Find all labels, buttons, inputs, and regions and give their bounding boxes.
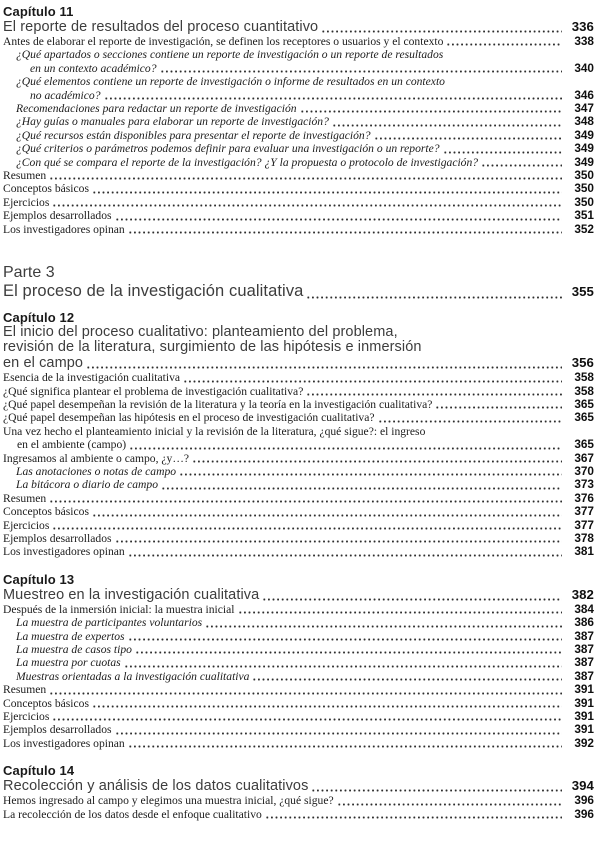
entry-text: Ejemplos desarrollados bbox=[3, 723, 112, 737]
section-title-line bbox=[3, 325, 594, 340]
dot-leader bbox=[306, 392, 562, 397]
page-number: 373 bbox=[574, 477, 594, 492]
dot-leader bbox=[128, 744, 562, 749]
toc-entry-line bbox=[3, 196, 594, 209]
toc-entry-line bbox=[3, 75, 594, 88]
section-title-line bbox=[3, 778, 594, 794]
section-title-text: Recolección y análisis de los datos cualitativos bbox=[3, 778, 309, 795]
entry-text: Después de la inmersión inicial: la muestra inicial bbox=[3, 602, 235, 616]
page-number: 381 bbox=[574, 544, 594, 559]
dot-leader bbox=[481, 163, 562, 168]
entry-text: ¿Qué papel desempeñan las hipótesis en el proceso de investigación cualitativa? bbox=[3, 411, 375, 425]
dot-leader bbox=[128, 637, 562, 642]
page-number: 370 bbox=[574, 463, 594, 478]
dot-leader bbox=[300, 109, 562, 114]
section-title-text: El proceso de la investigación cualitativa bbox=[3, 282, 304, 301]
page-number: 358 bbox=[574, 383, 594, 398]
dot-leader bbox=[115, 539, 562, 544]
page-number: 387 bbox=[574, 668, 594, 683]
entry-text: Ingresamos al ambiente o campo, ¿y…? bbox=[3, 451, 190, 465]
toc-entry-line bbox=[3, 723, 594, 736]
entry-text: La muestra de casos tipo bbox=[16, 643, 132, 656]
entry-text: Resumen bbox=[3, 683, 47, 697]
toc-entry-line bbox=[3, 425, 594, 438]
entry-text: Ejercicios bbox=[3, 518, 50, 532]
dot-leader bbox=[262, 597, 562, 602]
page-number: 377 bbox=[574, 517, 594, 532]
part-section-1 bbox=[3, 263, 594, 301]
entry-text: Conceptos básicos bbox=[3, 505, 89, 519]
page-number: 391 bbox=[574, 709, 594, 724]
entry-text: Una vez hecho el planteamiento inicial y la revisión de la literatura, ¿qué sigue?: el ingreso bbox=[3, 424, 426, 438]
section-title-line bbox=[3, 340, 594, 355]
chapter-section-2 bbox=[3, 310, 594, 559]
entry-text: en el ambiente (campo) bbox=[17, 438, 127, 452]
page-number: 396 bbox=[574, 806, 594, 821]
dot-leader bbox=[86, 365, 562, 370]
dot-leader bbox=[92, 704, 562, 709]
toc-entry-line bbox=[3, 643, 594, 656]
toc-entry-line bbox=[3, 710, 594, 723]
entry-text: Los investigadores opinan bbox=[3, 736, 125, 750]
chapter-section-0 bbox=[3, 4, 594, 236]
page-number: 352 bbox=[574, 221, 594, 236]
toc-entry-line bbox=[3, 670, 594, 683]
entry-text: Resumen bbox=[3, 169, 47, 183]
chapter-label: Capítulo 13 bbox=[3, 571, 75, 587]
section-title-line bbox=[3, 282, 594, 301]
toc-entry-line bbox=[3, 532, 594, 545]
page-number: 377 bbox=[574, 504, 594, 519]
entry-text: Recomendaciones para redactar un reporte de investigación bbox=[16, 102, 297, 116]
toc-entry-line bbox=[3, 102, 594, 115]
dot-leader bbox=[378, 419, 562, 424]
entry-text: ¿Qué apartados o secciones contiene un reporte de investigación o un reporte de resultados bbox=[16, 48, 444, 62]
dot-leader bbox=[49, 176, 562, 181]
page-number: 386 bbox=[574, 615, 594, 630]
section-title-line bbox=[3, 587, 594, 603]
toc-entry-line bbox=[3, 808, 594, 821]
toc-entry-line bbox=[3, 129, 594, 142]
page-number: 391 bbox=[574, 695, 594, 710]
entry-text: La muestra de expertos bbox=[16, 629, 125, 643]
entry-text: no académico? bbox=[30, 88, 101, 102]
page-number: 387 bbox=[574, 655, 594, 670]
page-number: 358 bbox=[574, 370, 594, 385]
toc-entry-line bbox=[3, 656, 594, 669]
page-number: 376 bbox=[574, 490, 594, 505]
dot-leader bbox=[183, 379, 562, 384]
toc-entry-line bbox=[3, 683, 594, 696]
toc-entry-line bbox=[3, 505, 594, 518]
dot-leader bbox=[311, 788, 562, 793]
entry-text: ¿Qué criterios o parámetros podemos definir para evaluar una investigación o un reporte? bbox=[16, 142, 440, 156]
entry-text: Los investigadores opinan bbox=[3, 222, 125, 236]
toc-entry-line bbox=[3, 697, 594, 710]
page-number: 350 bbox=[574, 194, 594, 209]
dot-leader bbox=[321, 29, 562, 34]
dot-leader bbox=[435, 405, 562, 410]
entry-text: ¿Qué elementos contiene un reporte de investigación o informe de resultados en un contexto bbox=[16, 75, 445, 89]
entry-text: ¿Qué recursos están disponibles para presentar el reporte de investigación? bbox=[16, 128, 371, 142]
chapter-label: Capítulo 14 bbox=[3, 763, 75, 779]
section-title-text: en el campo bbox=[3, 355, 84, 372]
dot-leader bbox=[104, 96, 562, 101]
dot-leader bbox=[92, 513, 562, 518]
page-number: 350 bbox=[574, 168, 594, 183]
chapter-section-4 bbox=[3, 763, 594, 821]
toc-entry-line bbox=[3, 398, 594, 411]
toc-entry-line bbox=[3, 115, 594, 128]
toc-entry-line bbox=[3, 465, 594, 478]
section-title-line bbox=[3, 19, 594, 35]
toc-entry-line bbox=[3, 48, 594, 61]
page-number: 387 bbox=[574, 628, 594, 643]
dot-leader bbox=[192, 459, 562, 464]
dot-leader bbox=[179, 472, 562, 477]
dot-leader bbox=[92, 190, 562, 195]
page-number: 365 bbox=[574, 396, 594, 411]
part-label: Parte 3 bbox=[3, 264, 55, 282]
toc-entry-line bbox=[3, 603, 594, 616]
toc-entry-line bbox=[3, 182, 594, 195]
entry-text: La muestra por cuotas bbox=[16, 656, 121, 670]
toc-entry-line bbox=[3, 156, 594, 169]
toc-entry-line bbox=[3, 62, 594, 75]
page-number: 378 bbox=[574, 530, 594, 545]
page-number: 350 bbox=[574, 181, 594, 196]
chapter-label: Capítulo 11 bbox=[3, 4, 74, 19]
dot-leader bbox=[238, 610, 563, 615]
page-number: 382 bbox=[571, 586, 594, 602]
chapter-label: Capítulo 12 bbox=[3, 310, 75, 326]
dot-leader bbox=[49, 499, 562, 504]
page-number: 391 bbox=[574, 722, 594, 737]
entry-text: Ejemplos desarrollados bbox=[3, 209, 112, 223]
chapter-section-3 bbox=[3, 572, 594, 750]
entry-text: La recolección de los datos desde el enfoque cualitativo bbox=[3, 807, 262, 821]
dot-leader bbox=[128, 230, 562, 235]
toc-entry-line bbox=[3, 385, 594, 398]
page-number: 387 bbox=[574, 642, 594, 656]
entry-text: La bitácora o diario de campo bbox=[16, 478, 159, 492]
toc-entry-line bbox=[3, 438, 594, 451]
entry-text: Ejercicios bbox=[3, 710, 50, 724]
dot-leader bbox=[129, 446, 562, 451]
entry-text: Antes de elaborar el reporte de investigación, se definen los receptores o usuarios y el contexto bbox=[3, 35, 444, 48]
dot-leader bbox=[124, 664, 562, 669]
page-number: 365 bbox=[574, 437, 594, 452]
entry-text: ¿Hay guías o manuales para elaborar un reporte de investigación? bbox=[16, 115, 329, 129]
dot-leader bbox=[135, 650, 562, 655]
dot-leader bbox=[161, 486, 562, 491]
toc-entry-line bbox=[3, 492, 594, 505]
page-number: 349 bbox=[574, 154, 594, 169]
entry-text: Muestras orientadas a la investigación cualitativa bbox=[16, 669, 250, 683]
section-title-line bbox=[3, 355, 594, 371]
toc-entry-line bbox=[3, 209, 594, 222]
entry-text: Ejercicios bbox=[3, 195, 50, 209]
section-title-text: Muestreo en la investigación cualitativa bbox=[3, 586, 260, 603]
toc-entry-line bbox=[3, 169, 594, 182]
entry-text: ¿Qué significa plantear el problema de investigación cualitativa? bbox=[3, 384, 304, 398]
entry-text: Ejemplos desarrollados bbox=[3, 531, 112, 545]
page-number: 336 bbox=[571, 19, 594, 34]
toc-entry-line bbox=[3, 545, 594, 558]
dot-leader bbox=[52, 526, 562, 531]
section-title-text: El reporte de resultados del proceso cuantitativo bbox=[3, 19, 319, 35]
toc-entry-line bbox=[3, 89, 594, 102]
dot-leader bbox=[306, 295, 562, 300]
toc-entry-line bbox=[3, 142, 594, 155]
page-number: 338 bbox=[574, 34, 594, 48]
page-number: 365 bbox=[574, 410, 594, 425]
toc-entry-line bbox=[3, 478, 594, 491]
entry-text: Resumen bbox=[3, 491, 47, 505]
toc-entry-line bbox=[3, 519, 594, 532]
toc-entry-line bbox=[3, 616, 594, 629]
entry-text: Esencia de la investigación cualitativa bbox=[3, 371, 181, 385]
page-number: 391 bbox=[574, 682, 594, 697]
entry-text: Conceptos básicos bbox=[3, 696, 89, 710]
entry-text: ¿Con qué se compara el reporte de la investigación? ¿Y la propuesta o protocolo de investigación? bbox=[16, 155, 479, 169]
page-number: 355 bbox=[571, 284, 594, 300]
section-title-text: El inicio del proceso cualitativo: planteamiento del problema, bbox=[3, 324, 398, 341]
toc-entry-line bbox=[3, 371, 594, 384]
page-number: 396 bbox=[574, 793, 594, 808]
entry-text: Las anotaciones o notas de campo bbox=[16, 464, 177, 478]
dot-leader bbox=[252, 677, 562, 682]
dot-leader bbox=[446, 42, 562, 47]
toc-entry-line bbox=[3, 35, 594, 48]
page-number: 367 bbox=[574, 450, 594, 465]
entry-text: Hemos ingresado al campo y elegimos una muestra inicial, ¿qué sigue? bbox=[3, 794, 334, 808]
page-number: 356 bbox=[571, 355, 594, 371]
page-number: 384 bbox=[574, 601, 594, 616]
page-number: 347 bbox=[574, 101, 594, 116]
section-title-text: revisión de la literatura, surgimiento de las hipótesis e inmersión bbox=[3, 339, 422, 356]
dot-leader bbox=[115, 731, 562, 736]
entry-text: La muestra de participantes voluntarios bbox=[16, 616, 203, 630]
dot-leader bbox=[332, 123, 562, 128]
page-number: 351 bbox=[574, 208, 594, 223]
dot-leader bbox=[160, 69, 562, 74]
entry-text: Conceptos básicos bbox=[3, 182, 89, 196]
toc-entry-line bbox=[3, 737, 594, 750]
toc-entry-line bbox=[3, 411, 594, 424]
entry-text: Los investigadores opinan bbox=[3, 545, 125, 559]
toc-entry-line bbox=[3, 452, 594, 465]
dot-leader bbox=[265, 815, 562, 820]
page-number: 349 bbox=[574, 141, 594, 156]
dot-leader bbox=[337, 802, 562, 807]
dot-leader bbox=[115, 217, 562, 222]
page-number: 349 bbox=[574, 127, 594, 142]
dot-leader bbox=[52, 203, 562, 208]
entry-text: ¿Qué papel desempeñan la revisión de la literatura y la teoría en la investigación cualitativa? bbox=[3, 397, 433, 411]
page-number: 340 bbox=[574, 60, 594, 75]
dot-leader bbox=[52, 717, 562, 722]
page-number: 392 bbox=[574, 735, 594, 750]
dot-leader bbox=[374, 136, 562, 141]
toc-entry-line bbox=[3, 794, 594, 807]
entry-text: en un contexto académico? bbox=[30, 61, 157, 75]
page-number: 346 bbox=[574, 87, 594, 102]
toc-entry-line bbox=[3, 223, 594, 236]
dot-leader bbox=[205, 624, 562, 629]
page-number: 394 bbox=[571, 778, 594, 794]
page-number: 348 bbox=[574, 114, 594, 129]
toc-entry-line bbox=[3, 630, 594, 643]
dot-leader bbox=[128, 553, 562, 558]
dot-leader bbox=[443, 150, 562, 155]
dot-leader bbox=[49, 691, 562, 696]
